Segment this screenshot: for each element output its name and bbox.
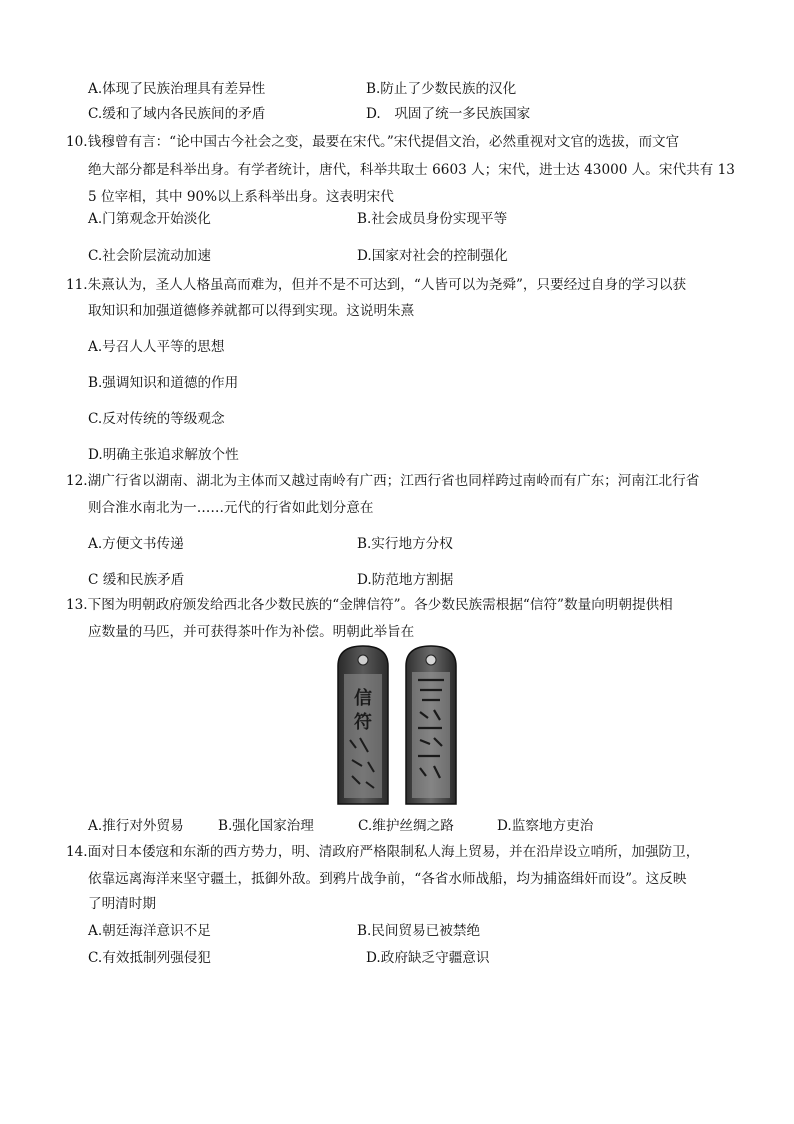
q11-option-b: B.强调知识和道德的作用 [88, 375, 239, 391]
q11-stem-line-2: 取知识和加强道德修养就都可以得到实现。这说明朱熹 [88, 303, 415, 319]
q11-stem-line-1: 11.朱熹认为，圣人人格虽高而难为，但并不是不可达到，“人皆可以为尧舜”，只要经过自身的学习以获 [66, 277, 687, 293]
q10-stem-line-1: 10.钱穆曾有言：“论中国古今社会之变，最要在宋代。”宋代提倡文治，必然重视对文官的选拔，而文官 [66, 134, 680, 150]
q14-option-c: C.有效抵制列强侵犯 [88, 950, 211, 966]
q13-stem-line-2: 应数量的马匹，并可获得茶叶作为补偿。明朝此举旨在 [88, 624, 415, 640]
q11-option-c: C.反对传统的等级观念 [88, 411, 225, 427]
q13-option-a: A.推行对外贸易 [88, 818, 184, 834]
q14-stem-line-2: 依靠远离海洋来坚守疆土，抵御外敌。到鸦片战争前，“各省水师战船，均为捕盗缉奸而设”。这反映 [88, 871, 687, 887]
q14-stem-line-1: 14.面对日本倭寇和东渐的西方势力，明、清政府严格限制私人海上贸易，并在沿岸设立哨所，加强防卫， [66, 844, 700, 860]
q11-option-a: A.号召人人平等的思想 [88, 339, 225, 355]
q12-stem-line-1: 12.湖广行省以湖南、湖北为主体而又越过南岭有广西；江西行省也同样跨过南岭而有广东；河南江北行省 [66, 473, 700, 489]
gold-tally-figure [334, 644, 464, 806]
q14-option-d: D.政府缺乏守疆意识 [366, 950, 490, 966]
q10-stem-line-2: 绝大部分都是科举出身。有学者统计，唐代，科举共取士 6603 人；宋代，进士达 43000 人。宋代共有 13 [88, 162, 735, 178]
q12-option-b: B.实行地方分权 [357, 536, 453, 552]
left-tablet-char-1: 信 [354, 688, 372, 709]
right-tablet-hole [426, 655, 436, 665]
q13-option-c: C.维护丝绸之路 [358, 818, 454, 834]
q12-stem-line-2: 则合淮水南北为一……元代的行省如此划分意在 [88, 500, 374, 516]
q9-option-d: D. 巩固了统一多民族国家 [366, 106, 531, 122]
left-tablet-char-2: 符 [354, 712, 372, 733]
q9-option-c: C.缓和了域内各民族间的矛盾 [88, 106, 266, 122]
q12-option-d: D.防范地方割据 [357, 572, 454, 588]
q10-option-a: A.门第观念开始淡化 [88, 211, 211, 227]
q12-option-a: A.方便文书传递 [88, 536, 184, 552]
q9-option-a: A.体现了民族治理具有差异性 [88, 81, 266, 97]
q10-option-d: D.国家对社会的控制强化 [357, 248, 508, 264]
q13-stem-line-1: 13.下图为明朝政府颁发给西北各少数民族的“金牌信符”。各少数民族需根据“信符”数量向明朝提供相 [66, 597, 673, 613]
q10-option-b: B.社会成员身份实现平等 [357, 211, 508, 227]
q13-option-b: B.强化国家治理 [218, 818, 314, 834]
q11-option-d: D.明确主张追求解放个性 [88, 447, 239, 463]
q10-stem-line-3: 5 位宰相，其中 90%以上系科举出身。这表明宋代 [88, 189, 394, 205]
q13-option-d: D.监察地方吏治 [497, 818, 594, 834]
left-tablet-hole [358, 655, 368, 665]
gold-tally-illustration [334, 644, 464, 806]
q14-stem-line-3: 了明清时期 [88, 896, 156, 912]
q14-option-a: A.朝廷海洋意识不足 [88, 923, 211, 939]
q12-option-c: C 缓和民族矛盾 [88, 572, 185, 588]
q14-option-b: B.民间贸易已被禁绝 [357, 923, 481, 939]
q9-option-b: B.防止了少数民族的汉化 [366, 81, 517, 97]
q10-option-c: C.社会阶层流动加速 [88, 248, 211, 264]
